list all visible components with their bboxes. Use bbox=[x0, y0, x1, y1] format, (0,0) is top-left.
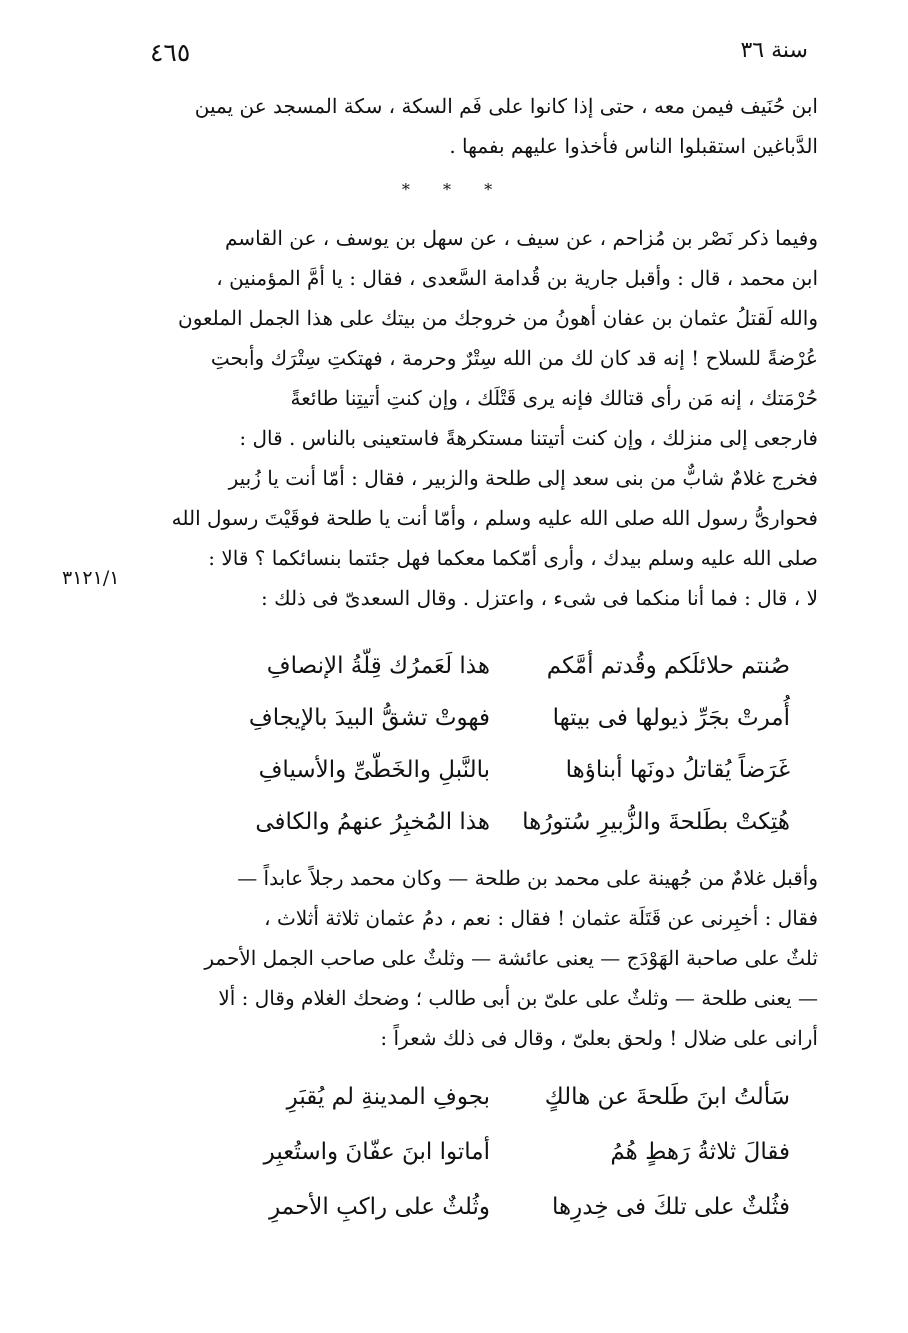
hemistich-first: فثُلثٌ على تلكَ فى خِدرِها bbox=[552, 1194, 790, 1220]
margin-reference: ٣١٢١/١ bbox=[62, 567, 120, 589]
verse bbox=[190, 1070, 790, 1125]
hemistich-second: بالنَّبلِ والخَطّىِّ والأسيافِ bbox=[258, 757, 490, 783]
text-line: حُرْمَتك ، إنه مَن رأى قتالك فإنه يرى قَتْلَك ، وإن كنتِ أتيتِنا طائعةً bbox=[290, 386, 818, 410]
text-line: ثلثٌ على صاحبة الهَوْدَج — يعنى عائشة — وثلثٌ على صاحب الجمل الأحمر bbox=[204, 946, 818, 970]
running-header-year: سنة ٣٦ bbox=[740, 38, 808, 63]
hemistich-second: هذا لَعَمرُك قِلّةُ الإنصافِ bbox=[266, 653, 490, 679]
hemistich-first: سَألتُ ابنَ طَلحةَ عن هالكٍ bbox=[544, 1084, 790, 1110]
hemistich-second: بجوفِ المدينةِ لم يُقبَرِ bbox=[286, 1084, 490, 1110]
hemistich-second: هذا المُخبِرُ عنهمُ والكافى bbox=[255, 809, 490, 835]
text-line: والله لَقتلُ عثمان بن عفان أهونُ من خروجك من بيتك على هذا الجمل الملعون bbox=[178, 306, 818, 330]
hemistich-first: أُمرتْ بجَرِّ ذيولها فى بيتها bbox=[552, 705, 790, 731]
text-line: — يعنى طلحة — وثلثٌ على علىّ بن أبى طالب ؛ وضحك الغلام وقال : ألا bbox=[218, 986, 818, 1010]
paragraph-3 bbox=[160, 858, 818, 1058]
text-line: فارجعى إلى منزلك ، وإن كنت أتيتنا مستكرهةً فاستعينى بالناس . قال : bbox=[239, 426, 818, 450]
section-separator: * * * bbox=[401, 180, 507, 199]
verse bbox=[190, 1125, 790, 1180]
text-line: وفيما ذكر نَصْر بن مُزاحم ، عن سيف ، عن سهل بن يوسف ، عن القاسم bbox=[225, 226, 818, 250]
hemistich-first: صُنتم حلائلَكم وقُدتم أمَّكم bbox=[546, 653, 790, 679]
hemistich-first: فقالَ ثلاثةُ رَهطٍ هُمُ bbox=[610, 1139, 790, 1165]
text-line: فقال : أخبِرنى عن قَتَلَة عثمان ! فقال : نعم ، دمُ عثمان ثلاثة أثلاث ، bbox=[264, 906, 818, 930]
hemistich-second: وثُلثٌ على راكبِ الأحمرِ bbox=[269, 1194, 490, 1220]
text-line: الدَّباغين استقبلوا الناس فأخذوا عليهم بفمها . bbox=[449, 134, 818, 158]
text-line: وأقبل غلامٌ من جُهينة على محمد بن طلحة — وكان محمد رجلاً عابداً — bbox=[237, 866, 818, 890]
text-line: فحوارىُّ رسول الله صلى الله عليه وسلم ، وأمّا أنت يا طلحة فوقَيْتَ رسول الله bbox=[171, 506, 818, 530]
verse bbox=[190, 744, 790, 796]
text-line: لا ، قال : فما أنا منكما فى شىء ، واعتزل . وقال السعدىّ فى ذلك : bbox=[261, 586, 818, 610]
page-number: ٤٦٥ bbox=[150, 38, 191, 67]
text-line: فخرج غلامٌ شابٌّ من بنى سعد إلى طلحة والزبير ، فقال : أمّا أنت يا زُبير bbox=[228, 466, 818, 490]
paragraph-1 bbox=[160, 86, 818, 166]
poem-2 bbox=[190, 1070, 790, 1235]
text-line: عُرْضةً للسلاح ! إنه قد كان لك من الله سِتْرٌ وحرمة ، فهتكتِ سِتْرَك وأبحتِ bbox=[210, 346, 818, 370]
verse bbox=[190, 796, 790, 848]
text-line: صلى الله عليه وسلم بيدك ، وأرى أمّكما معكما فهل جئتما بنسائكما ؟ قالا : bbox=[208, 546, 818, 570]
hemistich-first: غَرَضاً يُقاتلُ دونَها أبناؤها bbox=[565, 757, 790, 783]
text-line: ابن حُنَيف فيمن معه ، حتى إذا كانوا على فَم السكة ، سكة المسجد عن يمين bbox=[194, 94, 818, 118]
text-line: ابن محمد ، قال : وأقبل جارية بن قُدامة السَّعدى ، فقال : يا أمَّ المؤمنين ، bbox=[216, 266, 818, 290]
verse bbox=[190, 640, 790, 692]
hemistich-first: هُتِكتْ بطَلحةَ والزُّبيرِ سُتورُها bbox=[522, 809, 790, 835]
verse bbox=[190, 692, 790, 744]
paragraph-2 bbox=[160, 218, 818, 618]
hemistich-second: فهوتْ تشقُّ البيدَ بالإيجافِ bbox=[248, 705, 490, 731]
verse bbox=[190, 1180, 790, 1235]
text-line: أرانى على ضلال ! ولحق بعلىّ ، وقال فى ذلك شعراً : bbox=[380, 1026, 818, 1050]
poem-1 bbox=[190, 640, 790, 848]
hemistich-second: أماتوا ابنَ عفّانَ واستُعبِر bbox=[263, 1139, 490, 1165]
